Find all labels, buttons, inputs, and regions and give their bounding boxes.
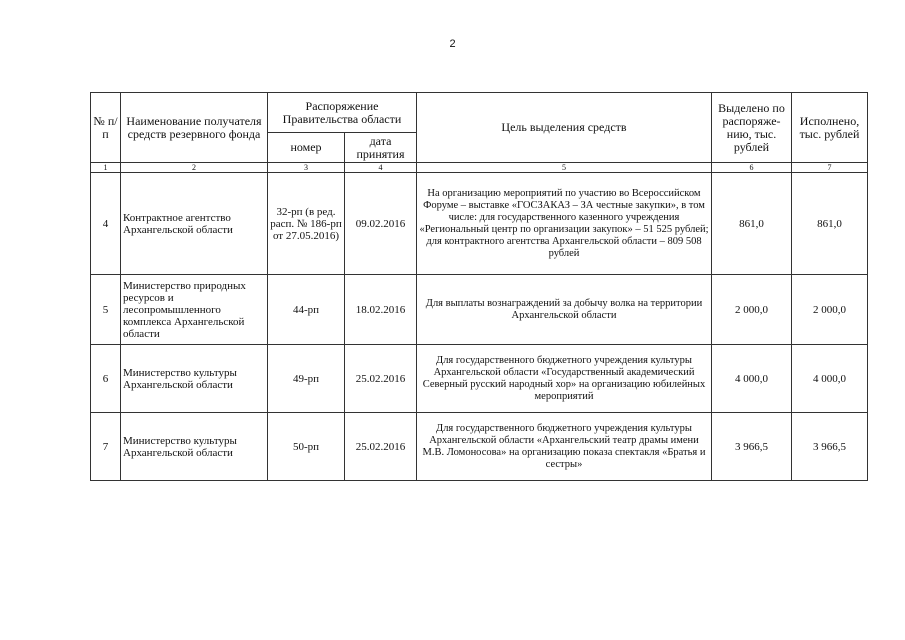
row-recipient: Министерство культуры Архангельской области [121, 413, 268, 481]
row-order-number: 50-рп [268, 413, 345, 481]
table-row [91, 413, 868, 481]
row-recipient: Контрактное агентство Архангельской области [121, 173, 268, 275]
header-recipient: Наименование получателя средств резервного фонда [121, 93, 268, 163]
row-executed: 2 000,0 [792, 275, 868, 345]
reserve-fund-table [90, 92, 868, 481]
row-executed: 861,0 [792, 173, 868, 275]
header-purpose: Цель выделения средств [417, 93, 712, 163]
row-purpose: Для выплаты вознаграждений за добычу волка на территории Архангельской области [417, 275, 712, 345]
row-executed: 3 966,5 [792, 413, 868, 481]
row-order-number: 49-рп [268, 345, 345, 413]
column-number: 2 [121, 163, 268, 173]
column-number: 1 [91, 163, 121, 173]
column-number: 3 [268, 163, 345, 173]
row-allocated: 4 000,0 [712, 345, 792, 413]
row-order-date: 25.02.2016 [345, 413, 417, 481]
row-order-date: 18.02.2016 [345, 275, 417, 345]
column-number-row [91, 163, 868, 173]
header-order-date: дата принятия [345, 133, 417, 163]
header-num: № п/п [91, 93, 121, 163]
header-row-1 [91, 93, 868, 133]
row-order-number: 44-рп [268, 275, 345, 345]
header-allocated: Выделено по распоряже-нию, тыс. рублей [712, 93, 792, 163]
row-num: 5 [91, 275, 121, 345]
row-allocated: 861,0 [712, 173, 792, 275]
row-order-date: 25.02.2016 [345, 345, 417, 413]
row-allocated: 2 000,0 [712, 275, 792, 345]
table-row [91, 173, 868, 275]
row-num: 7 [91, 413, 121, 481]
row-order-date: 09.02.2016 [345, 173, 417, 275]
column-number: 5 [417, 163, 712, 173]
row-executed: 4 000,0 [792, 345, 868, 413]
column-number: 7 [792, 163, 868, 173]
row-purpose: На организацию мероприятий по участию во Всероссийском Форуме – выставке «ГОСЗАКАЗ – ЗА честные закупки», в том числе: для государственного казенного учреждения «Региональный центр по организации закупок» – 51 525 рублей; для контрактного агентства Архангельской области – 809 508 рублей [417, 173, 712, 275]
row-recipient: Министерство культуры Архангельской области [121, 345, 268, 413]
row-allocated: 3 966,5 [712, 413, 792, 481]
row-recipient: Министерство природных ресурсов и лесопромышленного комплекса Архангельской области [121, 275, 268, 345]
page-number: 2 [449, 38, 456, 50]
header-order-group: Распоряжение Правительства области [268, 93, 417, 133]
row-purpose: Для государственного бюджетного учреждения культуры Архангельской области «Государственный академический Северный русский народный хор» на организацию юбилейных мероприятий [417, 345, 712, 413]
table-row [91, 345, 868, 413]
row-num: 4 [91, 173, 121, 275]
table-row [91, 275, 868, 345]
row-purpose: Для государственного бюджетного учреждения культуры Архангельской области «Архангельский театр драмы имени М.В. Ломоносова» на организацию показа спектакля «Братья и сестры» [417, 413, 712, 481]
header-order-number: номер [268, 133, 345, 163]
column-number: 4 [345, 163, 417, 173]
column-number: 6 [712, 163, 792, 173]
row-order-number: 32-рп (в ред. расп. № 186-рп от 27.05.2016) [268, 173, 345, 275]
row-num: 6 [91, 345, 121, 413]
header-executed: Исполнено, тыс. рублей [792, 93, 868, 163]
